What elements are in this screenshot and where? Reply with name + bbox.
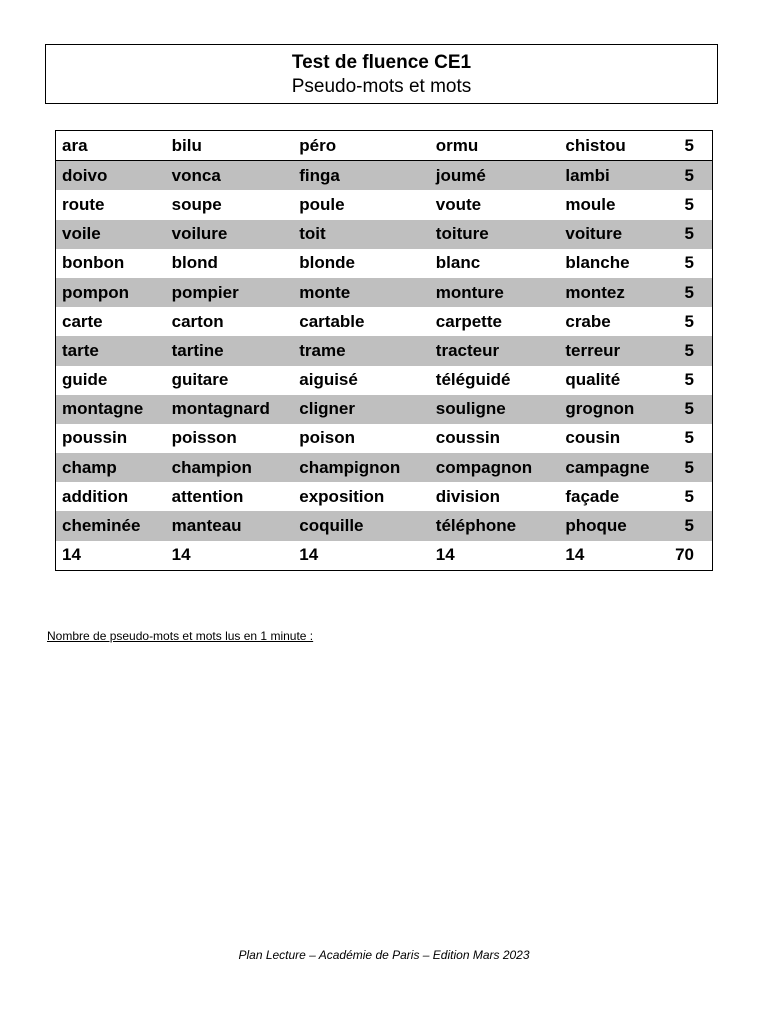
word-cell: façade bbox=[565, 486, 620, 506]
row-count-cell: 5 bbox=[669, 131, 712, 161]
word-cell: coquille bbox=[293, 511, 430, 540]
word-cell: vonca bbox=[166, 161, 294, 191]
words-read-count-label: Nombre de pseudo-mots et mots lus en 1 minute : bbox=[47, 629, 314, 643]
column-total-cell: 14 bbox=[565, 545, 585, 565]
table-row bbox=[56, 161, 713, 191]
row-count-cell: 5 bbox=[669, 336, 712, 365]
table-row bbox=[56, 453, 713, 482]
word-cell: voile bbox=[56, 220, 166, 249]
word-cell: poison bbox=[299, 428, 355, 448]
word-cell: cheminée bbox=[56, 511, 166, 540]
word-cell: coussin bbox=[435, 428, 501, 448]
word-cell: blanche bbox=[565, 253, 630, 273]
word-cell: phoque bbox=[559, 511, 669, 540]
word-cell: ara bbox=[56, 131, 166, 161]
table-row bbox=[56, 336, 713, 365]
row-count-cell: 5 bbox=[669, 453, 712, 482]
row-count-cell: 5 bbox=[684, 428, 694, 448]
word-cell: terreur bbox=[559, 336, 669, 365]
word-cell: cousin bbox=[565, 428, 621, 448]
grand-total-cell: 70 bbox=[675, 545, 694, 565]
row-count-cell: 5 bbox=[669, 220, 712, 249]
word-cell: moule bbox=[565, 194, 616, 214]
word-cell: compagnon bbox=[430, 453, 560, 482]
row-count-cell: 5 bbox=[669, 161, 712, 191]
table-row bbox=[56, 424, 713, 453]
word-cell: guitare bbox=[171, 370, 229, 390]
table-row bbox=[56, 307, 713, 336]
word-cell: guide bbox=[62, 370, 108, 390]
word-cell: ormu bbox=[430, 131, 560, 161]
word-cell: souligne bbox=[430, 395, 560, 424]
word-cell: cartable bbox=[299, 311, 365, 331]
column-total-cell: 14 bbox=[299, 545, 319, 565]
word-cell: grognon bbox=[559, 395, 669, 424]
word-cell: carpette bbox=[435, 311, 502, 331]
table-row bbox=[56, 249, 713, 278]
word-cell: lambi bbox=[559, 161, 669, 191]
word-cell: tracteur bbox=[430, 336, 560, 365]
word-cell: blanc bbox=[435, 253, 481, 273]
word-table bbox=[55, 130, 713, 571]
page-title: Test de fluence CE1 bbox=[291, 52, 472, 73]
word-cell: joumé bbox=[430, 161, 560, 191]
word-cell: manteau bbox=[166, 511, 294, 540]
row-count-cell: 5 bbox=[684, 486, 694, 506]
column-total-cell: 14 bbox=[171, 545, 191, 565]
word-cell: tarte bbox=[56, 336, 166, 365]
word-cell: montez bbox=[559, 278, 669, 307]
word-cell: division bbox=[435, 486, 501, 506]
word-cell: route bbox=[62, 194, 105, 214]
word-cell: finga bbox=[293, 161, 430, 191]
word-cell: aiguisé bbox=[299, 370, 358, 390]
row-count-cell: 5 bbox=[669, 395, 712, 424]
word-cell: blonde bbox=[299, 253, 355, 273]
word-cell: toit bbox=[293, 220, 430, 249]
word-cell: cligner bbox=[293, 395, 430, 424]
word-cell: tartine bbox=[166, 336, 294, 365]
word-cell: poule bbox=[299, 194, 345, 214]
row-count-cell: 5 bbox=[684, 194, 694, 214]
word-cell: doivo bbox=[56, 161, 166, 191]
word-cell: carton bbox=[171, 311, 224, 331]
word-cell: péro bbox=[293, 131, 430, 161]
page-subtitle: Pseudo-mots et mots bbox=[291, 76, 472, 97]
column-total-cell: 14 bbox=[62, 545, 81, 565]
word-cell: blond bbox=[171, 253, 218, 273]
title-box bbox=[45, 44, 718, 104]
word-cell: carte bbox=[62, 311, 103, 331]
column-total-cell: 14 bbox=[435, 545, 455, 565]
word-cell: soupe bbox=[171, 194, 222, 214]
word-cell: crabe bbox=[565, 311, 611, 331]
table-row bbox=[56, 190, 713, 219]
table-row bbox=[56, 278, 713, 307]
table-row bbox=[56, 511, 713, 540]
table-row bbox=[56, 220, 713, 249]
word-cell: monte bbox=[293, 278, 430, 307]
totals-row bbox=[56, 541, 713, 571]
word-cell: pompier bbox=[166, 278, 294, 307]
word-table-body bbox=[56, 131, 713, 571]
word-cell: montagnard bbox=[166, 395, 294, 424]
page-footer: Plan Lecture – Académie de Paris – Edition Mars 2023 bbox=[238, 948, 530, 962]
word-cell: qualité bbox=[565, 370, 621, 390]
word-cell: montagne bbox=[56, 395, 166, 424]
row-count-cell: 5 bbox=[684, 253, 694, 273]
table-row bbox=[56, 482, 713, 511]
word-cell: poussin bbox=[62, 428, 128, 448]
word-cell: téléphone bbox=[430, 511, 560, 540]
word-cell: toiture bbox=[430, 220, 560, 249]
word-cell: champignon bbox=[293, 453, 430, 482]
row-count-cell: 5 bbox=[684, 370, 694, 390]
word-cell: bonbon bbox=[62, 253, 125, 273]
row-count-cell: 5 bbox=[684, 311, 694, 331]
word-cell: campagne bbox=[559, 453, 669, 482]
word-cell: voilure bbox=[166, 220, 294, 249]
word-cell: téléguidé bbox=[435, 370, 511, 390]
table-row bbox=[56, 366, 713, 395]
row-count-cell: 5 bbox=[669, 511, 712, 540]
row-count-cell: 5 bbox=[669, 278, 712, 307]
word-cell: chistou bbox=[559, 131, 669, 161]
word-cell: trame bbox=[293, 336, 430, 365]
word-cell: bilu bbox=[166, 131, 294, 161]
word-cell: champion bbox=[166, 453, 294, 482]
word-cell: exposition bbox=[299, 486, 385, 506]
word-cell: pompon bbox=[56, 278, 166, 307]
word-cell: voute bbox=[435, 194, 482, 214]
word-cell: addition bbox=[62, 486, 129, 506]
word-cell: attention bbox=[171, 486, 244, 506]
word-cell: champ bbox=[56, 453, 166, 482]
word-cell: voiture bbox=[559, 220, 669, 249]
table-row bbox=[56, 131, 713, 161]
word-cell: monture bbox=[430, 278, 560, 307]
table-row bbox=[56, 395, 713, 424]
word-cell: poisson bbox=[171, 428, 237, 448]
